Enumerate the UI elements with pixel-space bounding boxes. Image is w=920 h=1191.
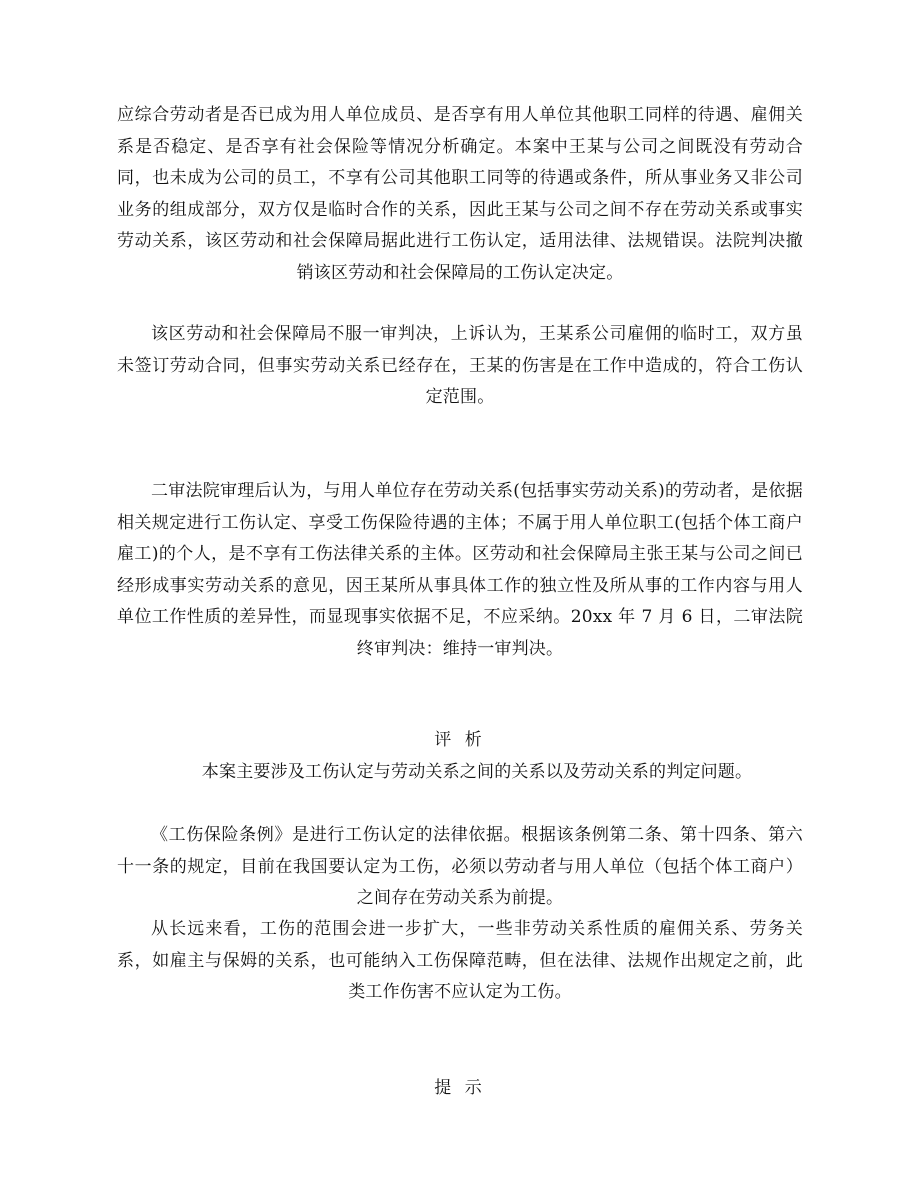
paragraph-analysis-summary: 本案主要涉及工伤认定与劳动关系之间的关系以及劳动关系的判定问题。	[201, 762, 753, 782]
section-heading-analysis: 评 析	[434, 730, 486, 750]
section-heading-tip: 提 示	[434, 1078, 486, 1098]
paragraph-second-instance: 二审法院审理后认为，与用人单位存在劳动关系(包括事实劳动关系)的劳动者，是依据相关规定进行工伤认定、享受工伤保险待遇的主体；不属于用人单位职工(包括个体工商户雇工)的个人，是不享有工伤法律关系的主体。区劳动和社会保障局主张王某与公司之间已经形成事实劳动关系的意见，因王某所从事具体工作的独立性及所从事的工作内容与用人单位工作性质的差异性，而显现事实依据不足，不应采纳。20xx 年 7 月 6 日，二审法院终审判决：维持一审判决。	[117, 481, 803, 659]
paragraph-appeal: 该区劳动和社会保障局不服一审判决，上诉认为，王某系公司雇佣的临时工，双方虽未签订劳动合同，但事实劳动关系已经存在，王某的伤害是在工作中造成的，符合工伤认定范围。	[117, 324, 803, 407]
paragraph-case-reasoning: 应综合劳动者是否已成为用人单位成员、是否享有用人单位其他职工同样的待遇、雇佣关系是否稳定、是否享有社会保险等情况分析确定。本案中王某与公司之间既没有劳动合同，也未成为公司的员工，不享有公司其他职工同等的待遇或条件，所从事业务又非公司业务的组成部分，双方仅是临时合作的关系，因此王某与公司之间不存在劳动关系或事实劳动关系，该区劳动和社会保障局据此进行工伤认定，适用法律、法规错误。法院判决撤销该区劳动和社会保障局的工伤认定决定。	[117, 105, 803, 283]
paragraph-regulation-basis: 《工伤保险条例》是进行工伤认定的法律依据。根据该条例第二条、第十四条、第六十一条的规定，目前在我国要认定为工伤，必须以劳动者与用人单位（包括个体工商户）之间存在劳动关系为前提。	[117, 825, 803, 908]
paragraph-long-term-outlook: 从长远来看，工伤的范围会进一步扩大，一些非劳动关系性质的雇佣关系、劳务关系，如雇主与保姆的关系，也可能纳入工伤保障范畴，但在法律、法规作出规定之前，此类工作伤害不应认定为工伤。	[117, 919, 803, 1002]
